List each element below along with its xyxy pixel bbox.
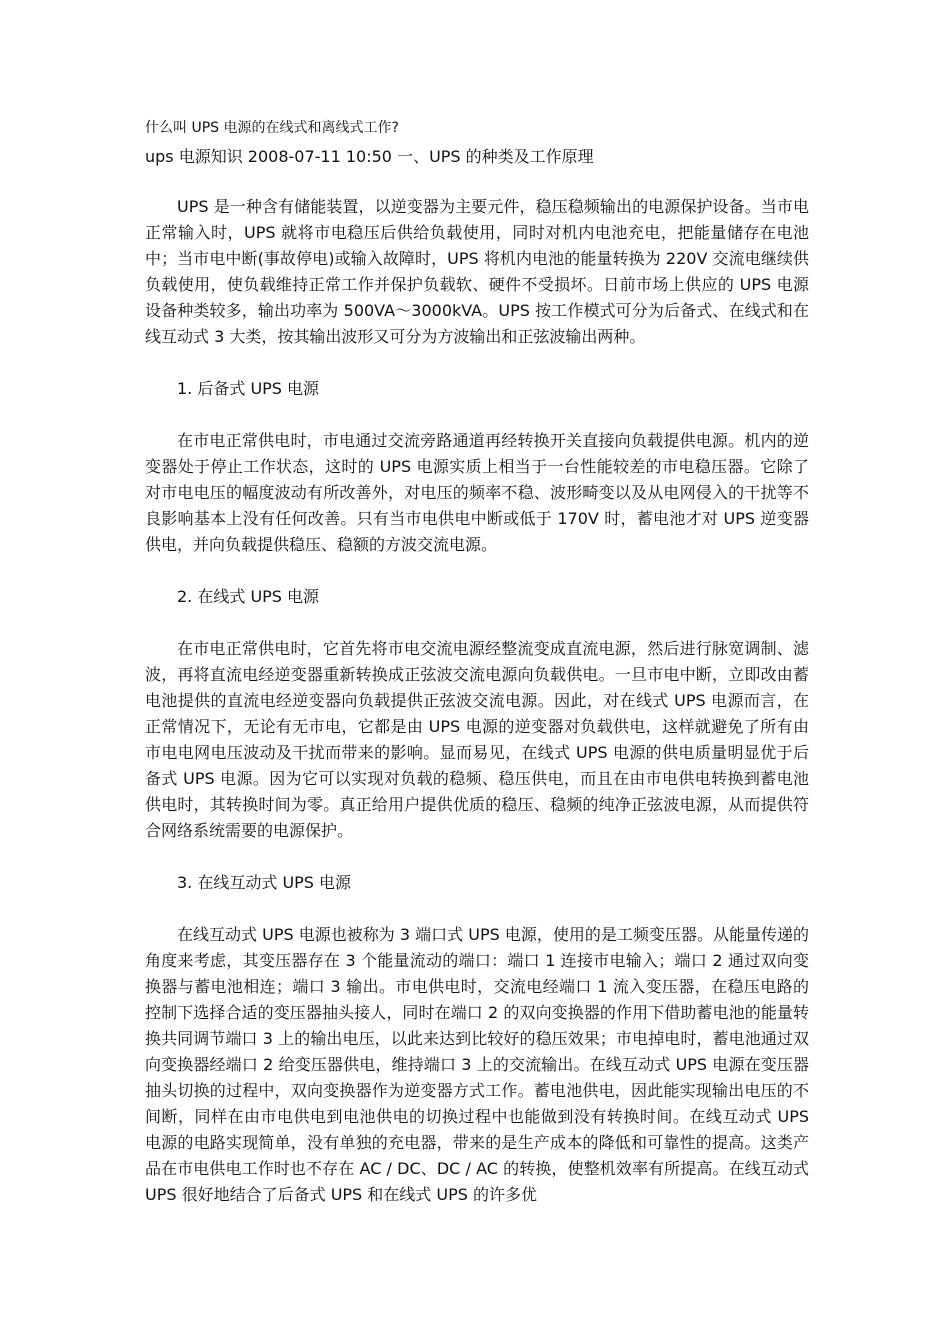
section-heading-online: 2. 在线式 UPS 电源	[177, 587, 320, 606]
section-heading-backup: 1. 后备式 UPS 电源	[177, 379, 320, 398]
intro-paragraph: UPS 是一种含有储能装置，以逆变器为主要元件，稳压稳频输出的电源保护设备。当市电正常输入时，UPS 就将市电稳压后供给负载使用，同时对机内电池充电，把能量储存在电池中；当市电中断(事故停电)或输入故障时，UPS 将机内电池的能量转换为 220V 交流电继续供负载使用，使负载维持正常工作并保护负载软、硬件不受损坏。日前市场上供应的 UPS 电源设备种类较多，输出功率为 500VA～3000kVA。UPS 按工作模式可分为后备式、在线式和在线互动式 3 大类，按其输出波形又可分为方波输出和正弦波输出两种。	[145, 197, 809, 346]
section-paragraph-online: 在市电正常供电时，它首先将市电交流电源经整流变成直流电源，然后进行脉宽调制、滤波，再将直流电经逆变器重新转换成正弦波交流电源向负载供电。一旦市电中断，立即改由蓄电池提供的直流电经逆变器向负载提供正弦波交流电源。因此，对在线式 UPS 电源而言，在正常情况下，无论有无市电，它都是由 UPS 电源的逆变器对负载供电，这样就避免了所有由市电电网电压波动及干扰而带来的影响。显而易见，在线式 UPS 电源的供电质量明显优于后备式 UPS 电源。因为它可以实现对负载的稳频、稳压供电，而且在由市电供电转换到蓄电池供电时，其转换时间为零。真正给用户提供优质的稳压、稳频的纯净正弦波电源，从而提供符合网络系统需要的电源保护。	[145, 639, 809, 840]
document-title: 什么叫 UPS 电源的在线式和离线式工作?	[145, 120, 399, 136]
document-subtitle: ups 电源知识 2008-07-11 10:50 一、UPS 的种类及工作原理	[145, 147, 594, 166]
section-paragraph-line-interactive: 在线互动式 UPS 电源也被称为 3 端口式 UPS 电源，使用的是工频变压器。从能量传递的角度来考虑，其变压器存在 3 个能量流动的端口：端口 1 连接市电输入；端口 2 通过双向变换器与蓄电池相连；端口 3 输出。市电供电时，交流电经端口 1 流入变压器，在稳压电路的控制下选择合适的变压器抽头接人，同时在端口 2 的双向变换器的作用下借助蓄电池的能量转换共同调节端口 3 上的输出电压，以此来达到比较好的稳压效果；市电掉电时，蓄电池通过双向变换器经端口 2 给变压器供电，维持端口 3 上的交流输出。在线互动式 UPS 电源在变压器抽头切换的过程中，双向变换器作为逆变器方式工作。蓄电池供电，因此能实现输出电压的不间断，同样在由市电供电到电池供电的切换过程中也能做到没有转换时间。在线互动式 UPS 电源的电路实现简单，没有单独的充电器，带来的是生产成本的降低和可靠性的提高。这类产品在市电供电工作时也不存在 AC / DC、DC / AC 的转换，使整机效率有所提高。在线互动式 UPS 很好地结合了后备式 UPS 和在线式 UPS 的许多优	[145, 925, 809, 1204]
document-body	[145, 194, 809, 1208]
section-heading-line-interactive: 3. 在线互动式 UPS 电源	[177, 873, 352, 892]
section-paragraph-backup: 在市电正常供电时，市电通过交流旁路通道再经转换开关直接向负载提供电源。机内的逆变器处于停止工作状态，这时的 UPS 电源实质上相当于一台性能较差的市电稳压器。它除了对市电电压的幅度波动有所改善外，对电压的频率不稳、波形畸变以及从电网侵入的干扰等不良影响基本上没有任何改善。只有当市电供电中断或低于 170V 时，蓄电池才对 UPS 逆变器供电，并向负载提供稳压、稳额的方波交流电源。	[145, 431, 809, 554]
